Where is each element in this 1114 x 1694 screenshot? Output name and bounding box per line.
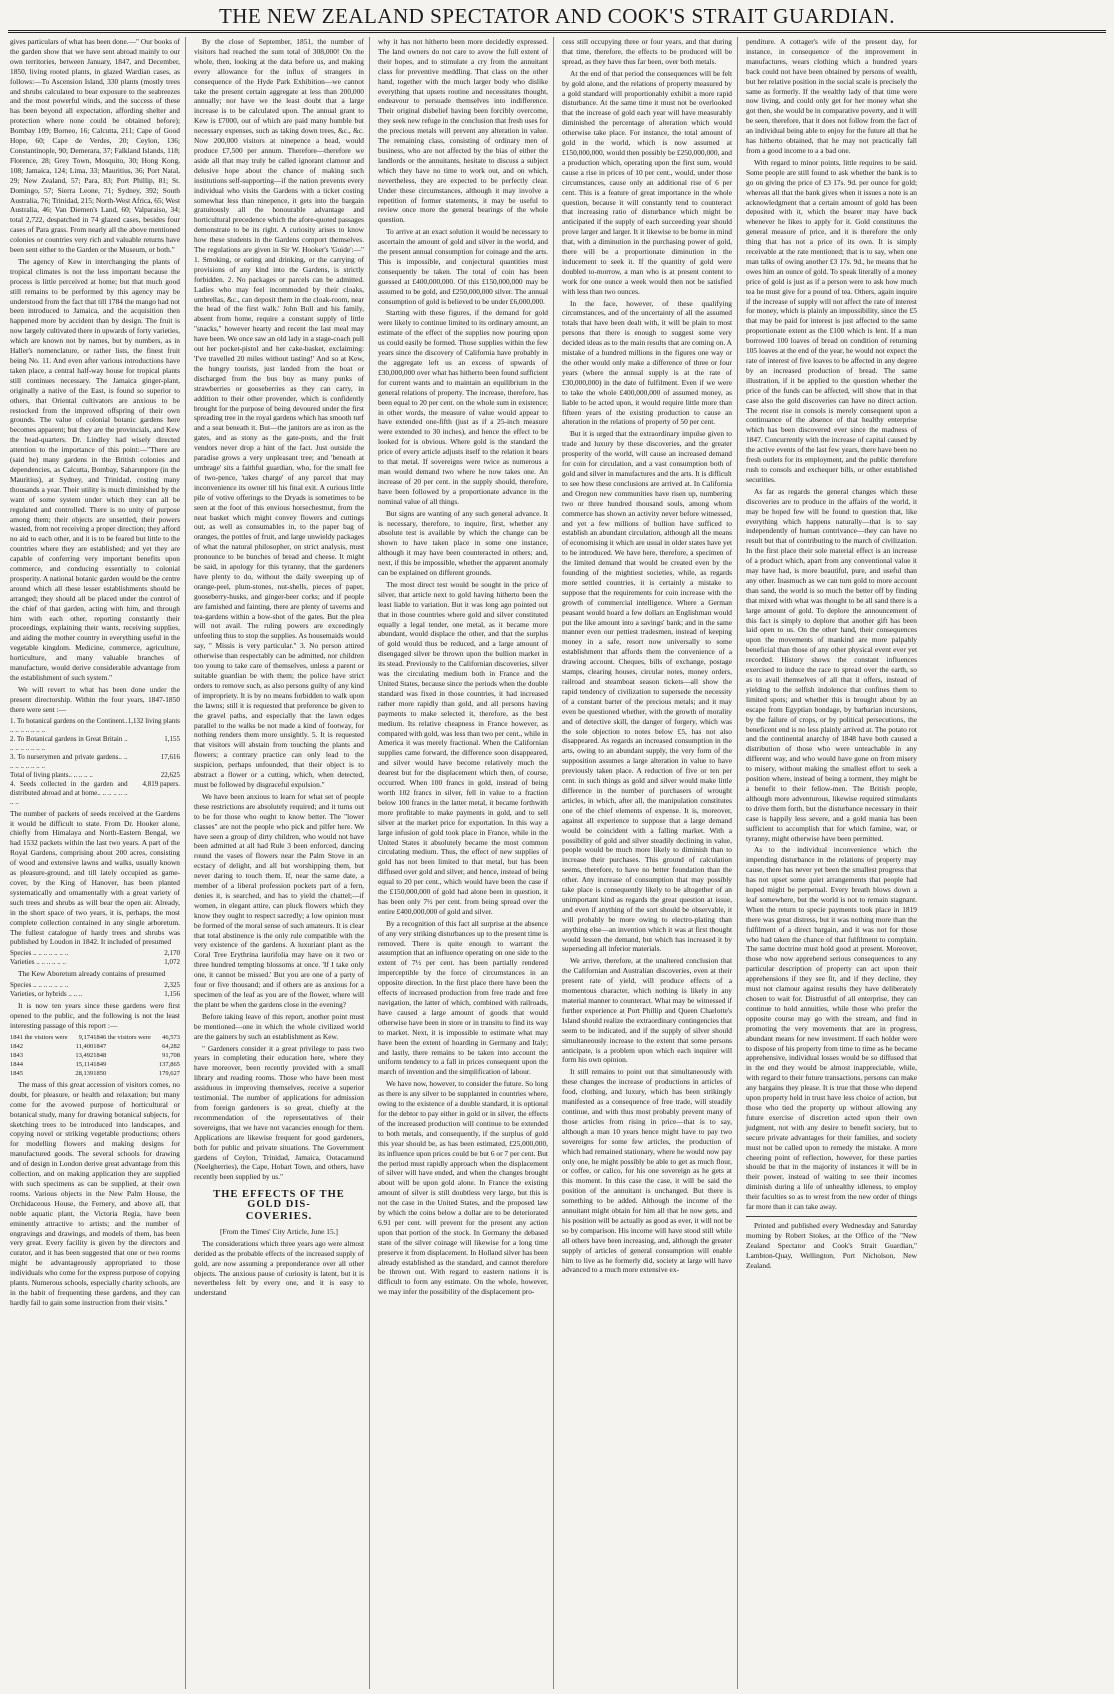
kew-species-table <box>10 981 180 999</box>
table-cell-year: 1850 <box>93 1069 107 1077</box>
table-row <box>10 1033 180 1042</box>
paragraph: As to the individual inconvenience which the impending disturbance in the relations of property may cause, there has never yet been the smallest progress that has not upset some quiet arrangements that people had hoped might be perpetual. Every breath blows down a leaf somewhere, but the world is not to remain stagnant. When the return to specie payments took place in 1819 there was great distress, but it was nothing more than the fulfilment of a direct bargain, and it was not for those who had taken the chance of that fulfilment to complain. The same doctrine must hold good at present. Moreover, those who now apprehend serious consequences to any particular description of property can act upon their apprehensions if they see fit, and if they decline, they must not clamour against results they have deliberately chosen to wait for. Distrustful of all enterprise, they can continue to hold annuities, while those who prefer the opposite course may go with the stream, and find in promoting the very movements that are in progress, abundant means for new investment. If each holder were to dispose of his property from time to time as he became apprehensive, individual losses would be so diffused that in the end they would be almost inappreciable, while, with regard to their future transactions, persons can make any bargains they please. It is true that those who depend upon property held in trust have less choice of action, but those who tied the property up without allowing any future exercise of discretion acted upon their own judgment, not with any desire to benefit society, but to secure private advantages for their families, and society must not be called upon to remedy the mistake. A more cheering point of reflection, however, for these parties should be that in the majority of instances it will be in their power, instead of waiting to see their incomes diminish during a life of unhealthy idleness, to employ their faculties so as to wrest from the new order of things far more than it can take away. <box>746 845 917 1212</box>
paragraph: Starting with these figures, if the demand for gold were likely to continue limited to its ordinary amount, an estimate of the effect of the supplies now pouring upon us could easily be formed. Those supplies within the few years since the discovery of California have probably in the aggregate left us an excess of upwards of £30,000,000 over what has hitherto been found sufficient for current wants and to maintain an equilibrium in the general relations of property. The increase, therefore, has been equal to 20 per cent. on the whole sum in existence; in other words, the measure of value would appear to have extended one-fifth (just as if a 25-inch measure were extended to 30 inches), and hence the effect to be looked for is obvious. Where gold is the standard the price of every article adjusts itself to the relation it bears to that metal. If sovereigns were twice as numerous a man would demand two where he now takes one. An increase of 20 per cent. in the supply should, therefore, have been followed by a proportionate advance in the nominal value of all things. <box>378 308 548 506</box>
table-cell-year: 1841 the visitors were <box>10 1033 68 1041</box>
paragraph: To arrive at an exact solution it would be necessary to ascertain the amount of gold and silver in the world, and the present annual consumption for coinage and the arts. This is impossible, and conjectural quantities must consequently be taken. The total of coin has been guessed at £400,000,000. Of this £150,000,000 may be assumed to be gold, and £250,000,000 silver. The annual consumption of gold is believed to be under £6,000,000. <box>378 227 548 306</box>
paragraph: In the face, however, of these qualifying circumstances, and of the uncertainty of all the assumed totals that have been dealt with, it will be plain to most persons that there is enough to suggest some very decided ideas as to the main results that are coming on. A mistake of a hundred millions in the figures one way or the other would only make a difference of three or four years (where the annual supply is at the rate of £30,000,000) in the date of fulfilment. Even if we were to take the whole £400,000,000 of assumed money, as liable to be acted upon, it would require little more than fifteen years of the existing production to cause an alteration in the relations of property of 50 per cent. <box>562 298 732 427</box>
paragraph: As far as regards the general changes which these discoveries are to produce in the affairs of the world, it may be hoped few will be found to question that, like everything which happens naturally—that is to say independently of human contrivance—they can have no result but that of contributing to the march of civilization. In the first place their sole material effect is an increase of a product which, apart from any conventional value it may have had, is more beautiful, pure, and useful than any other. Inasmuch as we can turn gold to more account than sand, the world is so much the better off by finding that mixed with what was thought to be all sand there is a large amount of gold. To deplore the announcement of this fact is simply to deplore that another gift has been laid open to us. On the other hand, their consequences upon the movements of mankind are more palpably beneficial than those of any other physical event ever yet recorded. History shows the constant influences exercised to induce the race to spread over the earth, so as to avail themselves of all that it offers, instead of yielding to the selfish indolence that confines them to limited spots; and whether this is brought about by an escape from Egyptian bondage, by barbarian incursions, by the failure of crops, or by political persecutions, the beneficent end is no less plainly arrived at. The potato rot and the continental anarchy of 1848 have both caused a distribution of those who were unteachable in any different way, and who would have gone on from misery to misery, without making the smallest effort to seek a position where, instead of being a torment, they might be a benefit to their fellow-men. The British people, although more adventurous, likewise required stimulants to drive them forth, but the disturbance necessary in their case is happily less severe, and a gold mania has been sufficient to accomplish that for which famine, war, or tyranny, might otherwise have been permitted. <box>746 486 917 843</box>
table-cell-year: 1843 <box>10 1051 23 1059</box>
table-cell-year: 1849 <box>93 1060 107 1068</box>
table-cell-year: 1847 <box>93 1042 107 1050</box>
paragraph: The mass of this great accession of visitors comes, no doubt, for pleasure, or health and relaxation; but many come for the avowed purpose of horticultural or botanical study, many for drawing botanical subjects, for sketching trees to be introduced into landscapes, and copying novel or striking vegetable productions; others for modelling flowers and making designs for manufactured goods. The several schools for drawing and of design in London derive great advantage from this collection, and on making application they are supplied with such specimens as can be supplied, at their own rooms. Various objects in the New Palm House, the Orchidaceous House, the Fernery, and above all, that noble aquatic plant, the Victoria Regia, have been eminently attractive to artists; and the number of engravings and drawings, and models of them, has been very great. Every facility is given by the directors and curator, and it has been suggested that one or two rooms might be advantageously appropriated to those individuals who come for the express purpose of copying plants. Numerous schools, especially charity schools, are in the habit of frequenting these gardens, and they can hardly fail to gain some instruction from their visits." <box>10 1079 180 1307</box>
table-cell-label: Species .. .. .. .. .. .. .. <box>10 949 69 958</box>
table-cell-year: 1846 the visitors were <box>93 1033 151 1041</box>
table-cell-value: 1,155 <box>164 734 180 743</box>
paragraph: But signs are wanting of any such general advance. It is necessary, therefore, to inquire, first, whether any absolute test is available by which the change can be shown to have taken place in some one instance, although it may have been counteracted in others; and, next, if this be impossible, whether the apparent anomaly can be explained on different grounds. <box>378 508 548 578</box>
table-cell-value: 15,114 <box>75 1060 94 1068</box>
visitors-table <box>10 1033 180 1078</box>
paragraph: We have now, however, to consider the future. So long as there is any silver to be supplanted in countries where, owing to the existence of a double standard, it is optional for the debtor to pay either in gold or in silver, the effects of the increased production will continue to be extended to both metals, and consequently, if the surplus of gold this year should be, as has been estimated, £25,000,000, its influence upon prices could be but 6 or 7 per cent. But the period must rapidly approach when the displacement of silver will have ended, and when the changes brought about will be upon gold alone. In France the existing amount of silver is still doubtless very large, but this is not the case in the United States, and the proposed law by which the coins below a dollar are to be deteriorated 6.91 per cent. will prevent for the present any action upon that portion of the stock. In Germany the debased state of the silver coinage will likewise for a long time preserve it from displacement. In Holland silver has been already established as the standard, and cannot therefore be thrown out. With regard to eastern nations it is difficult to form any estimate. On the whole, however, we may infer the possibility of the displacement pro- <box>378 1079 548 1297</box>
paragraph: penditure. A cottager's wife of the present day, for instance, in consequence of the improvement in manufactures, wears clothing which a hundred years back could not have been obtained by persons of wealth, but her relative position in the social scale is precisely the same as formerly. If the wealthy lady of that time were now living, and could only get for her money what she got then, she would be in comparative poverty, and it will be seen, therefore, that it does not follow from the fact of an individual being able to enjoy for the future all that he has hitherto obtained, that he may not practically fall from a good income to a a bad one. <box>746 37 917 155</box>
paragraph: At the end of that period the consequences will be felt by gold alone, and the relations of property measured by a gold standard will proportionably exhibit a more rapid disturbance. At the same time it must not be overlooked that the increase of gold each year will have measurably diminished the percentage of alteration which would otherwise take place. For instance, the total amount of gold in the world, which is now assumed at £150,000,000, would then possibly be £250,000,000, and a production which, operating upon the first sum, would cause a rise in prices of 10 per cent., would, under those circumstances, cause only an additional rise of 6 per cent. This is a feature of great importance in the whole question, because it will constantly tend to counteract that increasing ratio of disturbance which might be anticipated if the supply of each succeeding year should prove larger and larger. It it likewise to be borne in mind that, with a diminution in the purchasing power of gold, there will be a proportionate diminution in the inducement to seek it. If the quantity of gold were doubled to-morrow, a man who is at present content to work for one ounce a week would then not be satisfied with less than two ounces. <box>562 68 732 296</box>
paragraph: By the close of September, 1851, the number of visitors had reached the sum total of 308,000! On the whole, then, looking at the data before us, and making every allowance for the influx of strangers in consequence of the Hyde Park Exhibition—we cannot take the present certain aggregate at less than 200,000 annually; nor have we the least doubt that a large increase is to be calculated upon. The annual grant to Kew is £7000, out of which are paid many humble but necessary expenses, such as taking down trees, &c., &c. Now 200,000 visitors at ninepence a head, would produce £7,500 per annum. Therefore—therefore we aside all that may truly be called ignorant clamour and delusive hope about the chance of making such institutions self-supporting—if the nation prevents every individual who visits the Gardens with a ticket costing somewhat less than ninepence, it gets into the bargain gratuitously all the honourable advantage and horticultural precedence which the afore-quoted passages demonstrate to be its right. A curiosity arises to know how these students in the Gardens comport themselves. The regulations are given in Sir W. Hooker's 'Guide':—" 1. Smoking, or eating and drinking, or the carrying of provisions of any kind into the Gardens, is strictly forbidden. 2. No packages or parcels can be admitted. Ladies who may feel incommoded by their cloaks, umbrellas, &c., can deposit them in the cloak-room, near the head of the first walk.' John Bull and his family, absent from home, require a constant supply of little "snacks," however hearty and recent the last meal may have been. We once saw an old lady in a stage-coach pull out her pocket-pistol and her cake-basket, exclaiming: 'I've travelled 20 miles without tasting!' And so at Kew, the hungry tourists, just landed from the boat or discharged from the bus buy as many punks of strawberries or gooseberries as they can carry, in addition to their other provender, which is confidently brought for the purpose of being devoured under the first spreading tree in the royal gardens which has smooth turf and a seat beneath it. But—the janitors are as iron as the gates, and as stony as the gate-posts, and the fruit vendors never drop a hint of the fact. Just outside the paradise grows a very unpleasant tree; and 'beneath at umbrage' sits a faithful guardian, who, for the small fee of two-pence, 'takes charge' of any parcel that may inconvenience its owner till his final exit. A curious little pile of votive offerings to the Dryads is sometimes to be seen at the foot of this envious horsechestnut, from the neat basket which might convey flowers and cuttings out, as well as consumables in, to the paper bag of oranges, the pottles of fruit, and large unwieldy packages of what the natural philosopher, on strict analysis, must pronounce to be bunches of bread and cheese. It might be said, in apology for this tyranny, that the gardeners have plenty to do, without the daily sweeping up of orange-peel, plum-stones, nut-shells, pieces of paper, gooseberry-husks, and ginger-beer corks; and if people are famished and fainting, there are plenty of taverns and tea-gardens within a bow-shot of the gates. But the plea will not avail. The ruling powers are exceedingly unfeeling thus to stop the supplies. As housemaids would say, " Missis is very particular." 3. No person attired otherwise than respectably can be admitted, nor children too young to take care of themselves, unless a parent or suitable guardian be with them; the police have strict orders to remove such, as also persons guilty of any kind of impropriety. It is by no means forbidden to walk upon the lawns; still it is requested that preference be given to the gravel paths, and especially that the lawn edges parallel to the walks be not made a kind of footway, for nothing renders them more unsightly. 5. It is requested that visitors will abstain from touching the plants and flowers; a contrary practice can only lead to the suspicion, perhaps unfounded, that their object is to abstract a flower or a cutting, which, when detected, must be followed by disgraceful expulsion." <box>194 37 364 789</box>
paragraph: gives particulars of what has been done.—" Our books of the garden show that we have sent abroad mainly to our own territories, between January, 1847, and December, 1850, living rooted plants, in glazed Wardian cases, as follows:—To Ascension Island, 330 plants (mostly trees and shrubs calculated to bear exposure to the seabreezes and the most powerful winds, and the success of these has been beyond all expectation, affording shelter and protection where none could be obtained before); Bombay 109; Borneo, 16; Calcutta, 211; Cape of Good Hope, 60; Cape de Verdes, 20; Ceylon, 136; Constantinople, 90; Demerara, 37; Falkland Islands, 118; Florence, 28; Grey Town, Mosquito, 30; Hong Kong, 108; Jamaica, 124; Lima, 33; Mauritius, 36; Port Natal, 29; New Zealand, 57; Para, 83; Port Phillip, 81; St. Domingo, 57; Sierra Leone, 71; Sydney, 392; South Australia, 76; Trinidad, 215; North-West Africa, 65; West Australia, 46; Van Diemen's Land, 60; Valparaiso, 34; total 2,722, despatched in 74 glazed cases, besides four cases of Para grass. From nearly all the above mentioned colonies or countries very rich and valuable returns have been sent either to the Garden or the Museum, or both." <box>10 37 180 255</box>
table-cell-value: 9,174 <box>78 1033 94 1041</box>
paragraph: The Kew Aboretum already contains of presumed <box>18 969 166 979</box>
table-cell-value: 91,708 <box>162 1051 180 1059</box>
table-cell-value: 11,400 <box>75 1042 94 1050</box>
paragraph: It is now ten years since these gardens were first opened to the public, and the following is not the least interesting passage of this report :— <box>10 1001 180 1031</box>
table-cell-label: 2. To Botanical gardens in Great Britain .. .. .. .. .. .. .. .. <box>10 734 128 752</box>
loudon-species-table <box>10 949 180 967</box>
table-cell-year: 1844 <box>10 1060 23 1068</box>
paragraph: We have been anxious to learn for what set of people these restrictions are absolutely required; and it turns out to be for those who ought to know better. The "lower classes" are not the people who pick and pilfer here. We have seen a group of dirty children, who would not have been admitted at all had Rule 3 been enforced, dancing round the vases of flowers near the Palm Stove in an ecstacy of delight, and all but worshipping them, but never daring to touch them. If, near the same date, a member of a liberal profession pockets part of a fern, denies it, is searched, and has to yield the chattel;—if women, in elegant attire, can pluck flowers which they know they ought to respect sacredly; a low opinion must be formed of the moral sense of such amateurs. It is clear that total abstinence is the only rule compatible with the very existence of the gardens. A luxuriant plant as the Coral Tree Erythrina laurifolia may have on it two or three hundred tempting blossoms at once. 'If I take only one, it cannot be missed.' But you are one of a party of four or five thousand; and if others are as anxious for a specimen of the leaf as you are of the flower, where will the plant be when the gardens close in the evening? <box>194 791 364 1009</box>
paragraph: With regard to minor points, little requires to be said. Some people are still found to ask whether the bank is to go on giving the price of £3 17s. 9d. per ounce for gold; whereas all that the bank gives when it issues a note is an acknowledgment that a certain amount of gold has been deposited with it, which the bearer may have back whenever he likes to apply for it. Gold constitutes the general measure of price, and it is therefore the only thing that has not a price of its own. It is simply receivable at the rate mentioned; that is to say, when one man talks of owing another £3 17s. 9d., he means that he owes him an ounce of gold. To speak literally of a money price of gold is just as if a person were to ask how much tea he must give for a pound of tea. Others, again inquire if the increase of supply will not affect the rate of interest for money, which is plainly an impossibility, since the £5 that may be paid for interest is just affected to the same proportionate extent as the £100 which is lent. If a man borrowed 100 loaves of bread on condition of returning 105 loaves at the end of the year, he would not expect the rate of interest of five loaves to be affected in any degree by an increased production of bread. The same illustration, if it be applied to the question whether the price of the funds can be affected, will show that in that case also the gold discoveries can have no direct action. The recent rise in consols is merely consequent upon a continuance of the absence of that healthy enterprise which has been discovered ever since the madness of 1847. Concurrently with the increase of capital caused by the active events of the last few years, there have been no fresh outlets for its employment, and the public therefore rush to consols and exchequer bills, or other established securities. <box>746 157 917 484</box>
table-cell-label: 1. To botanical gardens on the Continent.. .. .. .. .. .. .. .. <box>10 716 128 734</box>
table-cell-value: 17,616 <box>160 752 180 761</box>
table-row <box>10 1069 180 1078</box>
paragraph: It still remains to point out that simultaneously with these changes the increase of productions in articles of food, clothing, and luxury, which has been strikingly manifested as a consequence of free trade, will steadily continue, and with thus most probably prevent many of those articles from rising in price—that is to say, although a man 10 years hence might have to pay two sovereigns for some few articles, the production of which had remained stationary, where he would now pay only one, he might possibly be able to get as much flour, or coffee, or calico, for his one sovereign as he gets at this moment. In this case the case, it will be said the position of the annuitant is unchanged. But there is something to be added. Although the income of the annuitant might obtain for him all that he now gets, and his position will be actually as good as ever, it will not be so by comparison. His income will have stood still while all others have been increasing, and, although the greater supply of articles of general consumption will enable him to live as he formerly did, society at large will have advanced to a much more extensive ex- <box>562 1067 732 1275</box>
table-cell-label: 4. Seeds collected in the garden and distributed abroad and at home.. .. .. .. .. .. .. .. <box>10 779 128 806</box>
table-cell-value: 2,170 <box>164 949 180 958</box>
table-row <box>10 780 180 807</box>
table-cell-value: 137,865 <box>158 1060 180 1068</box>
column-3 <box>376 37 554 1689</box>
table-cell-value: 22,625 <box>160 770 180 779</box>
table-cell-label: Varieties, or hybrids .. .. .. <box>10 990 83 999</box>
column-4 <box>560 37 738 1689</box>
table-row <box>10 753 180 771</box>
table-cell-value: 1,156 <box>164 990 180 999</box>
table-cell-value: 179,627 <box>158 1069 180 1077</box>
table-cell-value: 46,573 <box>162 1033 180 1041</box>
table-row <box>10 1042 180 1051</box>
masthead-rule <box>8 30 1106 33</box>
imprint: Printed and published every Wednesday and Saturday morning by Robert Stokes, at the Office of the "New Zealand Spectator and Cook's Strait Guardian," Lambton-Quay, Wellington, Port Nicholson, New Zealand. <box>746 1220 917 1270</box>
table-row <box>10 958 180 967</box>
table-cell-value: 2,325 <box>164 981 180 990</box>
paragraph: The considerations which three years ago were almost derided as the probable effects of the increased supply of gold, are now assuming a preponderance over all other objects. The anxious pause of curiosity is latent, but it is nevertheless felt by every one, and it is easy to understand <box>194 1238 364 1298</box>
table-row <box>10 1060 180 1069</box>
table-cell-year: 1848 <box>93 1051 107 1059</box>
paragraph: " Gardeners consider it a great privilege to pass two years in completing their education here, where they have moreover, been recently provided with a small library and reading rooms. Those who have been most assiduous in improving themselves, receive a superior testimonial. The number of applications for admission from foreign gardeners is so great, chiefly at the recommendation of the representatives of their sovereigns, that we have not vacancies enough for them. Applications are likewise frequent for good gardeners, both for public and private situations. The Government gardens of Ceylon, Trinidad, Jamaica, Ootacamund (Neelgherries), the Cape, Hobart Town, and others, have recently been supplied by us." <box>194 1043 364 1182</box>
plants-sent-table <box>10 717 180 807</box>
table-row <box>10 717 180 735</box>
column-2 <box>192 37 370 1689</box>
table-cell-year: 1845 <box>10 1069 23 1077</box>
table-cell-label: Total of living plants.. .. .. .. .. <box>10 770 93 779</box>
paragraph: cess still occupying three or four years, and that during that time, therefore, the effects to be produced will be spread, as they have thus far been, over both metals. <box>562 37 732 66</box>
paragraph: why it has not hitherto been more decidedly expressed. The land owners do not care to avow the full extent of their hopes, and to stimulate a cry from the annuitant class for preventive meddling. That class on the other hand, together with the much larger body who dislike everything that upsets routine and necessitates thought, endeavour to persuade themselves into indifference. Their original disbelief having been forcibly overcome, they seek new refuge in the conclusion that fresh uses for the precious metals will prevent any alteration in value. The remaining class, consisting of ordinary men of business, who are not affected by the bias of either the landlords or the annuitants, hesitate to discuss a subject which they have no time to work out, and on which, nevertheless, they are expected to be perfectly clear. Under these circumstances, although it may involve a repetition of former statements, it may be useful to review once more the general bearings of the whole question. <box>378 37 548 225</box>
table-cell-label: 3. To nurserymen and private gardens.. .. .. .. .. .. .. .. .. <box>10 752 128 770</box>
column-1 <box>8 37 186 1689</box>
paragraph: By a recognition of this fact all surprise at the absence of any very striking disturbances up to the present time is removed. There is quite enough to warrant the assumption that an influence operating on one side to the extent of 7½ per cent. has been partially rendered imperceptible by the force of circumstances in an opposite direction. In the first place there have been the effects of increased production from free trade and free navigation, the latter of which, combined with railroads, have caused a large amount of goods that would otherwise have been in store or in transitu to find its way to market. Next, it is impossible to estimate what may have been the extent of hoarding in Germany and Italy; and lastly, there remains to be taken into account the uniform tendency to a fall in prices consequent upon the march of invention and the simplification of labour. <box>378 918 548 1077</box>
paragraph: We arrive, therefore, at the unaltered conclusion that the Californian and Australian discoveries, even at their present rate of yield, will produce effects of a momentous character, which nothing is likely in any material manner to counteract. What may be witnessed if further experience at Port Phillip and Queen Charlotte's Island should realize the extraordinary contingencies that seem to be indicated, and if the supply of silver should simultaneously increase to the extent that some persons anticipate, is a problem upon which each inquirer will form his own opinion. <box>562 956 732 1065</box>
table-row <box>10 981 180 990</box>
paragraph: The agency of Kew in interchanging the plants of tropical climates is not the less important because the process is little perceived at home; but that much good still remains to be performed by this agency may be understood from the fact that till 1784 the mango had not been introduced to Jamaica, and the acquisition then happened more by accident than by design. The fruit is now largely cultivated there in upwards of forty varieties, which are known not by names, but by numbers, as in Haller's nomenclature, or rather lists, the finest fruit being No. 11. And even after various introductions have taken place, a central half-way house for tropical plants still continues necessary. The Jamaica ginger-plant, originally a native of the East, is found so superior to others, that Oriental cultivators are anxious to be restocked from the improved offspring of their own grounds. The value of colonial botanic gardens here becomes apparent; but they are the provincials, and Kew the head-quarters. Dr. Lindley had wisely directed attention to the importance of this point:—"There are (said he) many gardens in the British colonies and dependencies, as Calcutta, Bombay, Saharunpore (in the Mauritius), at Sydney, and Trinidad, costing many thousands a year. Their utility is much diminished by the want of some system under which they can all be regulated and controlled. There is no unity of purpose among them; their objects are unsettled, their powers wasted, from not receiving a proper direction; they afford no aid to each other, and it is to be feared but little to the countries where they are established; and yet they are capable of conferring very important benefits upon commerce, and conducing essentially to colonial prosperity. A national botanic garden would be the centre around which all these lesser establishments should be arranged; they should all be placed under the control of the chief of that garden, acting with him, and through him with each other, reporting constantly their proceedings, explaining their wants, receiving supplies, and aiding the mother country in everything useful in the vegetable kingdom. Medicine, commerce, agriculture, horticulture, and many valuable branches of manufacture, would derive considerable advantage from the establishment of such system." <box>10 256 180 682</box>
paragraph: The number of packets of seeds received at the Gardens it would be difficult to state. From Dr. Hooker alone, chiefly from Himalaya and North-Eastern Bengal, we had 1532 packets within the last two years. A part of the Royal Gardens, comprising about 200 acres, consisting of wood and extensive lawns and walks, usually known as pleasure-ground, and till lately occupied as game-cover, by the King of Hanover, has been planted systematically and ornamentally with a great variety of such trees and shrubs as will bear the open air. Already, in the short space of two years, it is, perhaps, the most complete collection contained in any single arboretum. The fullest catalogue of hardy trees and shrubs was published by Loudon in 1842. It included of presumed <box>10 808 180 947</box>
columns <box>8 37 1106 1689</box>
table-cell-value: 4,819 papers. <box>142 779 180 788</box>
table-cell-value: 28,139 <box>75 1069 94 1077</box>
table-cell-value: 1,132 living plants <box>127 716 180 725</box>
article-heading: THE EFFECTS OF THE GOLD DIS- <box>213 1189 345 1211</box>
article-subheading: COVERIES. <box>245 1211 313 1223</box>
table-cell-year: 1842 <box>10 1042 23 1050</box>
table-row <box>10 949 180 958</box>
article-dateline: [From the Times' City Article, June 15.] <box>220 1226 338 1236</box>
paragraph: Before taking leave of this report, another point must be mentioned—one in which the whole civilized world are the gainers by such an establishment as Kew. <box>194 1011 364 1041</box>
paragraph: The most direct test would be sought in the price of silver, that article next to gold having hitherto been the least liable to variation. But it was long ago pointed out that in those countries where gold and silver constituted equally a legal tender, one metal, as it became more abundant, would displace the other, and that the surplus of gold would thus be reduced, and a large amount of disengaged silver be thrown upon the bullion market in its stead. Previously to the Californian discoveries, silver was the circulating medium both in France and the United States, because since the periods when the double standard was fixed in those countries, it had increased rather more rapidly than gold, and all persons having payments to make selected it, therefore, as the best medium. Its relative cheapness in France however, as compared with gold, was less than two per cent., while in America it was merely fractional. When the Californian supplies came forward, the difference soon disappeared, and silver would have become relatively much the dearest but for the displacement which then, of course, occurred. When 100 francs in gold, instead of being worth 102 francs in silver, fell in value to a fraction below 100 francs in the latter metal, it became forthwith more profitable to make payments in gold, and to sell silver at the market price for exportation. In this way a large infusion of gold took place in France, while in the United States it absolutely became the most common circulating medium. Thus, the effect of new supplies of gold has not been limited to that metal, but has been diffused over gold and silver, and hence, instead of being equal to 20 per cent., which would have been the case if the £150,000,000 of gold had alone been in question, it has been only 7½ per cent. from being spread over the entire £400,000,000 of gold and silver. <box>378 579 548 916</box>
table-cell-value: 64,282 <box>162 1042 180 1050</box>
imprint-divider <box>746 1216 917 1217</box>
table-cell-value: 13,492 <box>75 1051 94 1059</box>
column-5 <box>744 37 922 1689</box>
table-row <box>10 735 180 753</box>
table-cell-label: Species .. .. .. .. .. .. .. <box>10 981 69 990</box>
table-row <box>10 771 180 780</box>
table-row <box>10 990 180 999</box>
paragraph: But it is urged that the extraordinary impulse given to trade and luxury by these discoveries, and the greater prosperity of the world, will cause an increased demand for coin for circulation, and a vast consumption both of gold and silver in manufactures and the arts. It is difficult to see how these conclusions are arrived at. In California and Oregon new communities have risen up, numbering two or three hundred thousand souls, among whom commerce has shown an activity never before witnessed, and yet a few millions of bullion have sufficed to establish an abundant circulation, although all the means of economising it which are usual in older states have yet to be introduced. We have here, therefore, a specimen of the limited demand that would be created even by the founding of the mightiest societies, while, as regards more settled countries, it is certainly a mistake to suppose that the requirements for coin increase with the growth of commercial intelligence. Where a German peasant would hoard a few dollars an Englishman would put the like amount into a savings' bank; and in the same manner even our pettiest tradesmen, instead of keeping money in a safe, resort now universally to some establishment that affords them the convenience of a drawing account. Cheques, bills of exchange, postage stamps, clearing houses, circular notes, money orders, railroad and steamboat season tickets—all show the rapid tendency of civilization to supersede the necessity of a constant barter of the precious metals; and it may even be questioned whether, with the growth of morality and of detective skill, the danger of forgery, which was the sole objection to notes below £5, has not also disappeared. As regards an increased consumption in the arts, owing to an abundant supply, the very form of the supposition assumes a large alteration in value to have previously taken place. A reduction of five or ten per cent. in such things as gold and silver would make little difference in the number of purchasers of wrought articles, in which, after all, the manipulation constitutes one of the chief elements of expense. It is, moreover, against all experience to suppose that a large demand would be coincident with a falling market. With a possibility of gold and silver steadily declining in value, people would be much more likely to diminish than to increase their purchases. This ground of calculation seems, therefore, to have no better foundation than the other. Any increase of consumption that may possibly take place is consequently likely to be altogether of an unimportant kind as regards the great question at issue, and even if anything of the sort should be observable, it will probably be more owing to electro-plating than anything else—an invention which it was at first thought would lessen the demand, but which has increased it by superseding all inferior materials. <box>562 429 732 954</box>
table-row <box>10 1051 180 1060</box>
table-cell-label: Varieties .. .. .. .. .. .. <box>10 958 66 967</box>
paragraph: We will revert to what has been done under the present directorship. Within the four years, 1847-1850 there were sent :— <box>10 684 180 714</box>
masthead: THE NEW ZEALAND SPECTATOR AND COOK'S STRAIT GUARDIAN. <box>218 4 896 28</box>
table-cell-value: 1,072 <box>164 958 180 967</box>
